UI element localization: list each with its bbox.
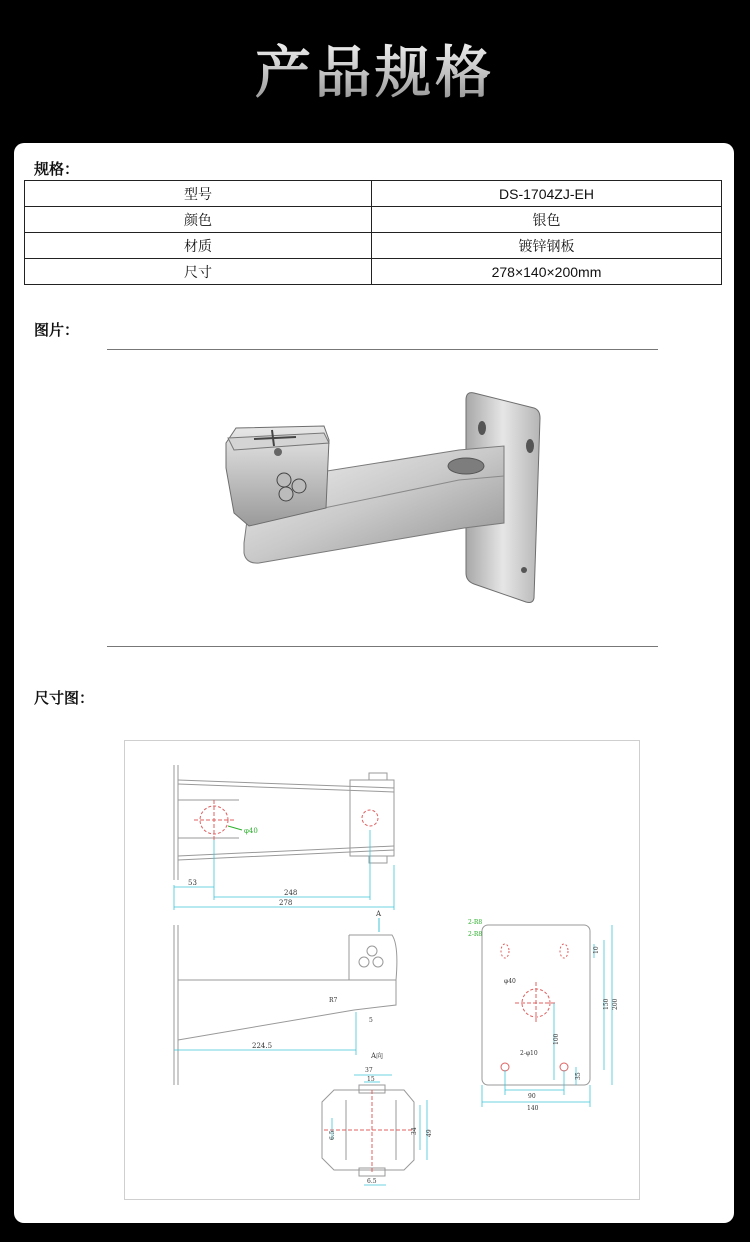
dim-label: 6.5 <box>329 1130 336 1140</box>
dim-label: 5 <box>369 1017 373 1024</box>
spec-key: 型号 <box>25 181 372 207</box>
dim-label: 2-R8 <box>468 931 483 938</box>
divider <box>107 349 658 350</box>
dim-label: 2-φ10 <box>520 1050 538 1057</box>
content-card <box>14 143 734 1223</box>
dim-label: 37 <box>365 1067 373 1074</box>
table-row <box>25 181 722 207</box>
dim-label: 150 <box>603 998 610 1010</box>
spec-key: 材质 <box>25 233 372 259</box>
dim-label: 35 <box>575 1072 582 1080</box>
dimension-drawing <box>124 740 640 1200</box>
dim-label: 90 <box>528 1093 536 1100</box>
dimension-section-label: 尺寸图： <box>34 689 95 707</box>
page-title: 产品规格 <box>255 29 495 109</box>
dim-label: 224.5 <box>252 1042 273 1050</box>
spec-value: 镀锌钢板 <box>372 233 722 259</box>
picture-section-label: 图片： <box>34 321 80 339</box>
spec-value: DS-1704ZJ-EH <box>372 181 722 207</box>
dim-label: R7 <box>329 997 338 1004</box>
dim-label: 6.5 <box>367 1178 377 1185</box>
dim-label: 53 <box>188 879 197 887</box>
dim-label: 200 <box>612 998 619 1010</box>
spec-key: 颜色 <box>25 207 372 233</box>
page-header <box>0 0 750 143</box>
table-row <box>25 233 722 259</box>
divider <box>107 646 658 647</box>
dim-label: φ40 <box>244 827 258 835</box>
dim-label: φ40 <box>504 978 516 985</box>
dim-label: 140 <box>527 1105 539 1112</box>
dim-label: 278 <box>279 899 293 907</box>
spec-value: 278×140×200mm <box>372 259 722 285</box>
dim-label: 34 <box>411 1127 418 1135</box>
dim-label: 100 <box>553 1033 560 1045</box>
dim-label: 15 <box>367 1076 375 1083</box>
dim-label: A <box>376 910 382 918</box>
spec-key: 尺寸 <box>25 259 372 285</box>
table-row <box>25 207 722 233</box>
spec-section-label: 规格： <box>34 160 80 178</box>
dim-label: 2-R8 <box>468 919 483 926</box>
dim-label: 49 <box>426 1129 433 1137</box>
dim-label: 10 <box>593 946 600 954</box>
spec-value: 银色 <box>372 207 722 233</box>
table-row <box>25 259 722 285</box>
dim-label: 248 <box>284 889 298 897</box>
bracket-product-image <box>204 388 564 608</box>
spec-table <box>24 180 722 285</box>
dim-label: A向 <box>371 1052 384 1060</box>
